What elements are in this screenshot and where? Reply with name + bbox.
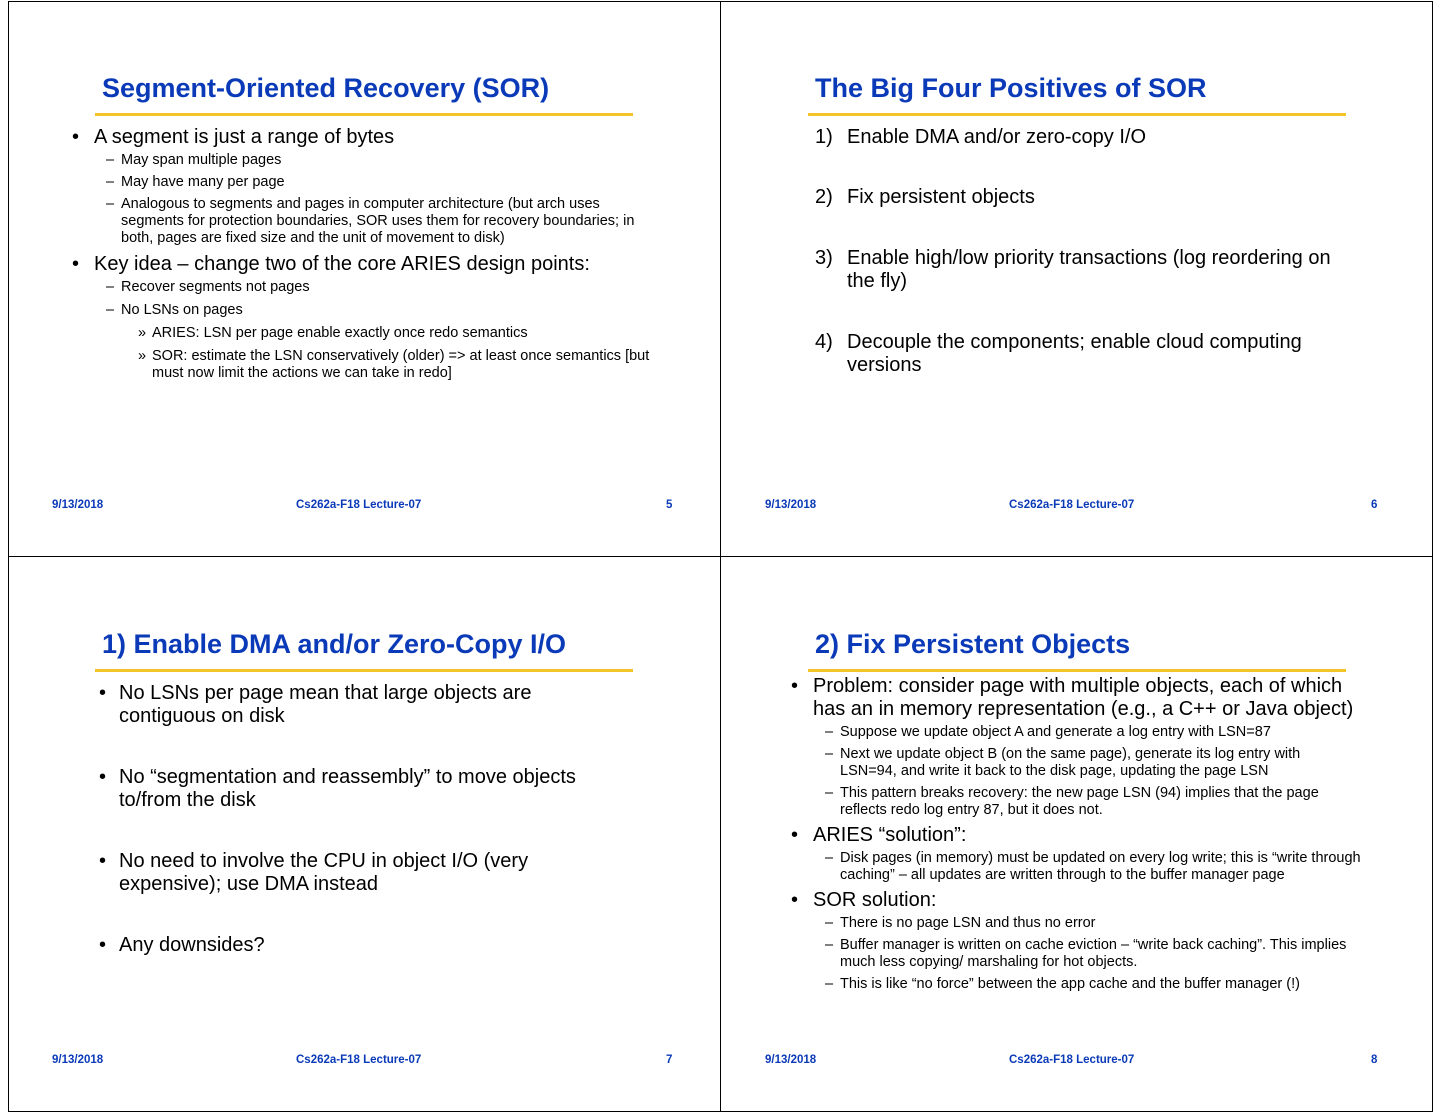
sub-bullet: – No LSNs on pages bbox=[72, 302, 652, 319]
sub-sub-bullet: » ARIES: LSN per page enable exactly once redo semantics bbox=[72, 325, 652, 342]
sub-bullet: – Recover segments not pages bbox=[72, 279, 652, 296]
slide-body bbox=[72, 126, 652, 382]
sub-bullet: – Buffer manager is written on cache eviction – “write back caching”. This implies much less copying/ marshaling for hot objects. bbox=[791, 937, 1361, 971]
sub-bullet: – Suppose we update object A and generate a log entry with LSN=87 bbox=[791, 724, 1361, 741]
slide-number: 6 bbox=[1371, 499, 1378, 511]
sub-bullet: – May span multiple pages bbox=[72, 152, 652, 169]
footer-lecture: Cs262a-F18 Lecture-07 bbox=[1009, 499, 1135, 511]
footer-date: 9/13/2018 bbox=[765, 499, 817, 511]
footer-lecture: Cs262a-F18 Lecture-07 bbox=[296, 499, 422, 511]
numbered-item bbox=[815, 247, 1355, 293]
sub-bullet: – There is no page LSN and thus no error bbox=[791, 915, 1361, 932]
footer-date: 9/13/2018 bbox=[52, 1054, 104, 1066]
slide-body bbox=[791, 675, 1361, 993]
numbered-item bbox=[815, 331, 1355, 377]
item-number: 1) bbox=[815, 126, 833, 148]
slide-title: 2) Fix Persistent Objects bbox=[815, 629, 1131, 659]
title-underline bbox=[808, 669, 1346, 672]
footer-date: 9/13/2018 bbox=[52, 499, 104, 511]
sub-bullet: – This pattern breaks recovery: the new page LSN (94) implies that the page reflects redo log entry 87, but it does not. bbox=[791, 785, 1361, 819]
footer-lecture: Cs262a-F18 Lecture-07 bbox=[1009, 1054, 1135, 1066]
slide-number: 8 bbox=[1371, 1054, 1378, 1066]
slide-title: The Big Four Positives of SOR bbox=[815, 73, 1207, 103]
item-text: Enable DMA and/or zero-copy I/O bbox=[847, 126, 1147, 148]
bullet: • No need to involve the CPU in object I/O (very expensive); use DMA instead bbox=[93, 850, 633, 896]
bullet: • Problem: consider page with multiple objects, each of which has an in memory representation (e.g., a C++ or Java object) bbox=[791, 675, 1361, 721]
slide-8 bbox=[721, 557, 1433, 1112]
slide-5 bbox=[8, 1, 720, 556]
item-number: 3) bbox=[815, 247, 833, 269]
sub-sub-bullet: » SOR: estimate the LSN conservatively (older) => at least once semantics [but must now limit the actions we can take in redo] bbox=[72, 348, 652, 382]
bullet: • SOR solution: bbox=[791, 889, 1361, 912]
item-number: 2) bbox=[815, 186, 833, 208]
bullet: • Any downsides? bbox=[93, 934, 633, 957]
footer-lecture: Cs262a-F18 Lecture-07 bbox=[296, 1054, 422, 1066]
bullet: • Key idea – change two of the core ARIES design points: bbox=[72, 253, 652, 276]
title-underline bbox=[95, 669, 633, 672]
item-text: Fix persistent objects bbox=[847, 186, 1035, 208]
slide-title: 1) Enable DMA and/or Zero-Copy I/O bbox=[102, 629, 567, 659]
item-text: Enable high/low priority transactions (log reordering on the fly) bbox=[847, 247, 1331, 292]
slide-7 bbox=[8, 557, 720, 1112]
sub-bullet: – Analogous to segments and pages in computer architecture (but arch uses segments for protection boundaries, SOR uses them for recovery boundaries; in both, pages are fixed size and the unit of movement to disk) bbox=[72, 196, 652, 247]
title-underline bbox=[808, 113, 1346, 116]
footer-date: 9/13/2018 bbox=[765, 1054, 817, 1066]
item-text: Decouple the components; enable cloud computing versions bbox=[847, 331, 1302, 376]
slide-number: 7 bbox=[666, 1054, 673, 1066]
slide-body bbox=[93, 682, 633, 957]
bullet: • No LSNs per page mean that large objects are contiguous on disk bbox=[93, 682, 633, 728]
slide-title: Segment-Oriented Recovery (SOR) bbox=[102, 73, 550, 103]
bullet: • ARIES “solution”: bbox=[791, 824, 1361, 847]
item-number: 4) bbox=[815, 331, 833, 353]
slide-number: 5 bbox=[666, 499, 673, 511]
numbered-item bbox=[815, 126, 1355, 149]
sub-bullet: – Next we update object B (on the same page), generate its log entry with LSN=94, and write it back to the disk page, updating the page LSN bbox=[791, 746, 1361, 780]
numbered-item bbox=[815, 186, 1355, 209]
title-underline bbox=[95, 113, 633, 116]
bullet: • No “segmentation and reassembly” to move objects to/from the disk bbox=[93, 766, 633, 812]
slide-6 bbox=[721, 1, 1433, 556]
sub-bullet: – May have many per page bbox=[72, 174, 652, 191]
sub-bullet: – Disk pages (in memory) must be updated on every log write; this is “write through caching” – all updates are written through to the buffer manager page bbox=[791, 850, 1361, 884]
slide-body bbox=[815, 126, 1355, 377]
sub-bullet: – This is like “no force” between the app cache and the buffer manager (!) bbox=[791, 976, 1361, 993]
bullet: • A segment is just a range of bytes bbox=[72, 126, 652, 149]
